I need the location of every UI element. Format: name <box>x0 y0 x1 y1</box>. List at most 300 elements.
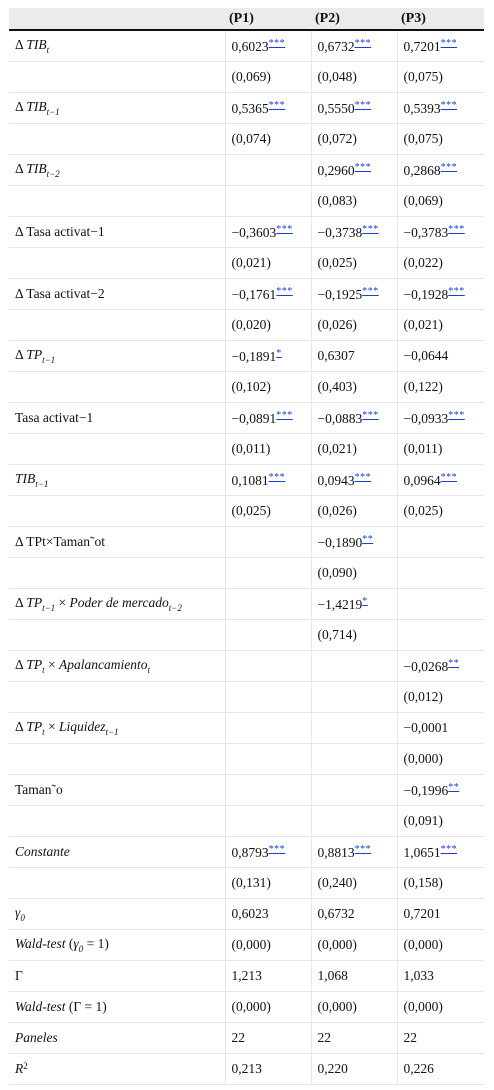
row-label <box>9 713 225 744</box>
label-part: 0 <box>78 944 84 954</box>
cell-p2 <box>311 620 397 651</box>
cell-p1 <box>225 961 311 992</box>
cell-p1 <box>225 1023 311 1054</box>
table-body <box>9 30 484 1085</box>
cell-p2 <box>311 930 397 961</box>
significance-stars-link[interactable]: *** <box>448 285 465 297</box>
cell-p3 <box>397 961 484 992</box>
table-row <box>9 682 484 713</box>
label-part: t <box>147 665 150 675</box>
table-row <box>9 93 484 124</box>
cell-value: −0,1928 <box>403 286 449 302</box>
header-cell-p1: (P1) <box>225 8 311 30</box>
cell-value: −0,0891 <box>231 410 277 426</box>
cell-p2 <box>311 93 397 124</box>
cell-value: 1,0651 <box>403 844 441 860</box>
cell-p1 <box>225 744 311 775</box>
row-label <box>9 527 225 558</box>
table-row <box>9 372 484 403</box>
cell-p2 <box>311 992 397 1023</box>
cell-p2 <box>311 527 397 558</box>
label-part: t−2 <box>168 603 182 613</box>
cell-value: (0,083) <box>317 193 357 208</box>
cell-p1 <box>225 713 311 744</box>
cell-p3 <box>397 899 484 930</box>
cell-value: (0,072) <box>317 131 357 146</box>
cell-value: 0,8813 <box>317 844 355 860</box>
cell-value: 0,6732 <box>317 38 355 54</box>
table-row <box>9 434 484 465</box>
cell-p2 <box>311 186 397 217</box>
significance-stars-link[interactable]: *** <box>354 471 372 483</box>
cell-value: (0,025) <box>403 503 443 518</box>
cell-p2 <box>311 155 397 186</box>
label-part: Δ Tasa activat−1 <box>15 224 105 239</box>
row-label <box>9 806 225 837</box>
cell-value: (0,158) <box>403 875 443 890</box>
cell-p3 <box>397 744 484 775</box>
cell-value: (0,069) <box>403 193 443 208</box>
row-label <box>9 93 225 124</box>
significance-stars-link[interactable]: *** <box>268 37 286 49</box>
cell-p2 <box>311 651 397 682</box>
row-label <box>9 341 225 372</box>
cell-p3 <box>397 806 484 837</box>
cell-value: 0,7201 <box>403 38 441 54</box>
cell-p1 <box>225 465 311 496</box>
cell-p3 <box>397 403 484 434</box>
significance-stars-link[interactable]: *** <box>440 161 458 173</box>
table-row <box>9 1054 484 1085</box>
cell-value: 0,213 <box>231 1061 262 1076</box>
cell-p1 <box>225 496 311 527</box>
cell-value: (0,122) <box>403 379 443 394</box>
significance-stars-link[interactable]: *** <box>440 843 458 855</box>
cell-p3 <box>397 992 484 1023</box>
cell-p1 <box>225 899 311 930</box>
cell-value: 1,033 <box>403 968 434 983</box>
table-row <box>9 651 484 682</box>
cell-p2 <box>311 744 397 775</box>
significance-stars-link[interactable]: *** <box>268 843 286 855</box>
cell-p3 <box>397 1054 484 1085</box>
label-part: ( <box>65 936 74 951</box>
cell-value: −0,1890 <box>317 534 363 550</box>
cell-p3 <box>397 651 484 682</box>
cell-p2 <box>311 341 397 372</box>
row-label <box>9 1023 225 1054</box>
label-part: TIB <box>15 471 36 486</box>
cell-p2 <box>311 589 397 620</box>
cell-p1 <box>225 589 311 620</box>
row-label <box>9 279 225 310</box>
row-label <box>9 496 225 527</box>
cell-p1 <box>225 775 311 806</box>
row-label <box>9 372 225 403</box>
label-part: t−1 <box>42 603 56 613</box>
label-part: Δ <box>15 719 27 734</box>
row-label <box>9 775 225 806</box>
label-part: Δ <box>15 595 27 610</box>
label-part: t <box>42 665 45 675</box>
significance-stars-link[interactable]: *** <box>362 409 379 421</box>
cell-value: 22 <box>231 1030 245 1045</box>
significance-stars-link[interactable]: *** <box>362 223 379 235</box>
table-row <box>9 30 484 62</box>
significance-stars-link[interactable]: *** <box>354 843 372 855</box>
cell-value: −0,3603 <box>231 224 277 240</box>
cell-p3 <box>397 527 484 558</box>
cell-value: 22 <box>403 1030 417 1045</box>
cell-value: (0,012) <box>403 689 443 704</box>
label-part: (Γ = 1) <box>65 999 107 1014</box>
header-cell-variable <box>9 8 225 30</box>
label-part: Constante <box>15 844 70 859</box>
label-part: Δ <box>15 99 27 114</box>
significance-stars-link[interactable]: *** <box>354 161 372 173</box>
cell-value: 0,0964 <box>403 472 441 488</box>
cell-p2 <box>311 279 397 310</box>
cell-p1 <box>225 558 311 589</box>
cell-value: (0,074) <box>231 131 271 146</box>
label-part: × <box>44 657 59 672</box>
cell-p2 <box>311 899 397 930</box>
cell-p3 <box>397 279 484 310</box>
cell-value: 0,2868 <box>403 162 441 178</box>
cell-value: −0,3783 <box>403 224 449 240</box>
cell-value: −0,0883 <box>317 410 363 426</box>
row-label <box>9 961 225 992</box>
cell-p1 <box>225 341 311 372</box>
cell-p1 <box>225 682 311 713</box>
cell-value: (0,048) <box>317 69 357 84</box>
label-part: t−1 <box>105 727 119 737</box>
label-part: Apalancamiento <box>58 657 148 672</box>
cell-p3 <box>397 868 484 899</box>
cell-value: −0,0933 <box>403 410 449 426</box>
cell-value: −0,3738 <box>317 224 363 240</box>
table-row <box>9 899 484 930</box>
cell-p3 <box>397 62 484 93</box>
label-part: Poder de mercado <box>69 595 169 610</box>
cell-p3 <box>397 589 484 620</box>
label-part: TP <box>26 657 43 672</box>
label-part: γ <box>15 905 21 920</box>
significance-stars-link[interactable]: *** <box>448 223 465 235</box>
table-row <box>9 186 484 217</box>
significance-stars-link[interactable]: *** <box>354 37 372 49</box>
cell-p3 <box>397 682 484 713</box>
cell-value: (0,131) <box>231 875 271 890</box>
row-label <box>9 403 225 434</box>
row-label <box>9 930 225 961</box>
label-part: t−2 <box>46 169 60 179</box>
cell-value: 0,6307 <box>317 348 355 363</box>
cell-value: (0,026) <box>317 503 357 518</box>
cell-p2 <box>311 1023 397 1054</box>
label-part: t−1 <box>46 107 60 117</box>
table-row <box>9 961 484 992</box>
significance-stars-link[interactable]: *** <box>440 471 458 483</box>
row-label <box>9 186 225 217</box>
cell-p3 <box>397 372 484 403</box>
row-label <box>9 217 225 248</box>
label-part: TIB <box>26 161 47 176</box>
row-label <box>9 124 225 155</box>
table-row <box>9 279 484 310</box>
label-part: Γ <box>15 968 23 983</box>
cell-p3 <box>397 217 484 248</box>
cell-p3 <box>397 620 484 651</box>
label-part: TIB <box>26 37 47 52</box>
significance-stars-link[interactable]: *** <box>448 409 465 421</box>
cell-value: (0,000) <box>403 937 443 952</box>
table-row <box>9 930 484 961</box>
cell-value: (0,021) <box>317 441 357 456</box>
row-label <box>9 651 225 682</box>
row-label <box>9 155 225 186</box>
cell-value: 0,5550 <box>317 100 355 116</box>
cell-value: 0,220 <box>317 1061 348 1076</box>
row-label <box>9 682 225 713</box>
cell-value: (0,026) <box>317 317 357 332</box>
cell-value: 0,6023 <box>231 38 269 54</box>
table-row <box>9 837 484 868</box>
cell-value: (0,011) <box>403 441 443 456</box>
significance-stars-link[interactable]: * <box>276 347 282 359</box>
cell-value: (0,020) <box>231 317 271 332</box>
cell-p1 <box>225 930 311 961</box>
cell-p1 <box>225 434 311 465</box>
label-part: TP <box>26 719 43 734</box>
cell-value: (0,000) <box>317 999 357 1014</box>
cell-value: 0,2960 <box>317 162 355 178</box>
significance-stars-link[interactable]: *** <box>440 37 458 49</box>
cell-p1 <box>225 1054 311 1085</box>
cell-p1 <box>225 30 311 62</box>
cell-p2 <box>311 496 397 527</box>
cell-p2 <box>311 961 397 992</box>
cell-value: (0,403) <box>317 379 357 394</box>
row-label <box>9 899 225 930</box>
cell-value: 0,0943 <box>317 472 355 488</box>
regression-table <box>9 8 484 1085</box>
label-part: t−1 <box>42 355 56 365</box>
cell-p2 <box>311 434 397 465</box>
table-row <box>9 341 484 372</box>
significance-stars-link[interactable]: ** <box>448 657 460 669</box>
cell-p2 <box>311 1054 397 1085</box>
row-label <box>9 992 225 1023</box>
row-label <box>9 558 225 589</box>
cell-p3 <box>397 93 484 124</box>
label-part: × <box>44 719 59 734</box>
cell-value: 0,5393 <box>403 100 441 116</box>
header-row <box>9 8 484 30</box>
significance-stars-link[interactable]: *** <box>276 285 293 297</box>
cell-value: (0,102) <box>231 379 271 394</box>
label-part: 0 <box>20 913 25 923</box>
label-part: Taman˜o <box>15 782 63 797</box>
cell-value: 0,7201 <box>403 906 441 921</box>
cell-p1 <box>225 837 311 868</box>
table-row <box>9 527 484 558</box>
cell-p3 <box>397 30 484 62</box>
cell-value: (0,000) <box>403 999 443 1014</box>
table-row <box>9 465 484 496</box>
cell-p1 <box>225 992 311 1023</box>
cell-value: (0,021) <box>403 317 443 332</box>
cell-p2 <box>311 682 397 713</box>
cell-p1 <box>225 279 311 310</box>
cell-value: 0,5365 <box>231 100 269 116</box>
label-part: t−1 <box>35 479 49 489</box>
cell-p3 <box>397 248 484 279</box>
cell-p1 <box>225 155 311 186</box>
table-row <box>9 217 484 248</box>
cell-p3 <box>397 434 484 465</box>
table-row <box>9 620 484 651</box>
cell-value: (0,000) <box>317 937 357 952</box>
significance-stars-link[interactable]: *** <box>362 285 379 297</box>
label-part: TIB <box>26 99 47 114</box>
cell-p1 <box>225 372 311 403</box>
cell-p1 <box>225 651 311 682</box>
cell-p2 <box>311 775 397 806</box>
significance-stars-link[interactable]: *** <box>276 223 293 235</box>
table-row <box>9 589 484 620</box>
table-row <box>9 124 484 155</box>
label-part: Δ TPt×Taman˜ot <box>15 534 105 549</box>
cell-value: (0,091) <box>403 813 443 828</box>
label-part: R <box>15 1061 24 1076</box>
cell-p3 <box>397 713 484 744</box>
table-row <box>9 1023 484 1054</box>
label-part: Δ <box>15 657 27 672</box>
cell-p2 <box>311 806 397 837</box>
cell-p1 <box>225 248 311 279</box>
cell-p1 <box>225 62 311 93</box>
significance-stars-link[interactable]: ** <box>448 781 460 793</box>
cell-p2 <box>311 124 397 155</box>
cell-value: (0,240) <box>317 875 357 890</box>
label-part: Δ <box>15 161 27 176</box>
row-label <box>9 868 225 899</box>
label-part: Paneles <box>15 1030 58 1045</box>
table-row <box>9 713 484 744</box>
cell-value: (0,090) <box>317 565 357 580</box>
cell-p2 <box>311 868 397 899</box>
cell-p3 <box>397 1023 484 1054</box>
cell-p1 <box>225 868 311 899</box>
cell-p3 <box>397 930 484 961</box>
cell-p2 <box>311 217 397 248</box>
significance-stars-link[interactable]: ** <box>362 533 374 545</box>
table-row <box>9 155 484 186</box>
label-part: × <box>55 595 70 610</box>
table-row <box>9 775 484 806</box>
row-label <box>9 744 225 775</box>
header-cell-p3: (P3) <box>397 8 484 30</box>
table-row <box>9 310 484 341</box>
cell-value: −0,1891 <box>231 348 277 364</box>
cell-p3 <box>397 558 484 589</box>
label-part: 2 <box>23 1061 28 1071</box>
row-label <box>9 837 225 868</box>
cell-value: (0,025) <box>231 503 271 518</box>
cell-p2 <box>311 558 397 589</box>
cell-value: 1,068 <box>317 968 348 983</box>
cell-p1 <box>225 403 311 434</box>
significance-stars-link[interactable]: *** <box>440 99 458 111</box>
cell-p2 <box>311 248 397 279</box>
label-part: t <box>42 727 45 737</box>
cell-value: −0,1761 <box>231 286 277 302</box>
label-part: TP <box>26 595 43 610</box>
cell-p2 <box>311 372 397 403</box>
cell-value: 0,8793 <box>231 844 269 860</box>
cell-value: 0,226 <box>403 1061 434 1076</box>
cell-p1 <box>225 527 311 558</box>
cell-value: (0,000) <box>403 751 443 766</box>
cell-p1 <box>225 620 311 651</box>
cell-p1 <box>225 310 311 341</box>
table-row <box>9 403 484 434</box>
row-label <box>9 1054 225 1085</box>
row-label <box>9 434 225 465</box>
cell-value: 0,6732 <box>317 906 355 921</box>
table-row <box>9 558 484 589</box>
cell-value: (0,714) <box>317 627 357 642</box>
row-label <box>9 248 225 279</box>
cell-p3 <box>397 775 484 806</box>
label-part: Tasa activat−1 <box>15 410 94 425</box>
cell-value: (0,075) <box>403 131 443 146</box>
label-part: Δ Tasa activat−2 <box>15 286 105 301</box>
cell-p1 <box>225 217 311 248</box>
label-part: Δ <box>15 347 27 362</box>
cell-p3 <box>397 155 484 186</box>
cell-value: (0,021) <box>231 255 271 270</box>
header-cell-p2: (P2) <box>311 8 397 30</box>
cell-p2 <box>311 465 397 496</box>
cell-value: (0,075) <box>403 69 443 84</box>
cell-p2 <box>311 837 397 868</box>
row-label <box>9 620 225 651</box>
label-part: TP <box>26 347 43 362</box>
cell-value: 22 <box>317 1030 331 1045</box>
cell-value: 0,1081 <box>231 472 269 488</box>
significance-stars-link[interactable]: * <box>362 595 368 607</box>
label-part: t <box>46 45 50 55</box>
significance-stars-link[interactable]: *** <box>268 471 286 483</box>
cell-value: 0,6023 <box>231 906 269 921</box>
significance-stars-link[interactable]: *** <box>268 99 286 111</box>
cell-p3 <box>397 341 484 372</box>
label-part: Δ <box>15 37 27 52</box>
table-row <box>9 992 484 1023</box>
cell-value: (0,011) <box>231 441 271 456</box>
significance-stars-link[interactable]: *** <box>354 99 372 111</box>
significance-stars-link[interactable]: *** <box>276 409 293 421</box>
cell-value: −0,1925 <box>317 286 363 302</box>
cell-value: −1,4219 <box>317 596 363 612</box>
cell-p1 <box>225 124 311 155</box>
cell-p3 <box>397 186 484 217</box>
row-label <box>9 62 225 93</box>
cell-p3 <box>397 465 484 496</box>
cell-p3 <box>397 310 484 341</box>
